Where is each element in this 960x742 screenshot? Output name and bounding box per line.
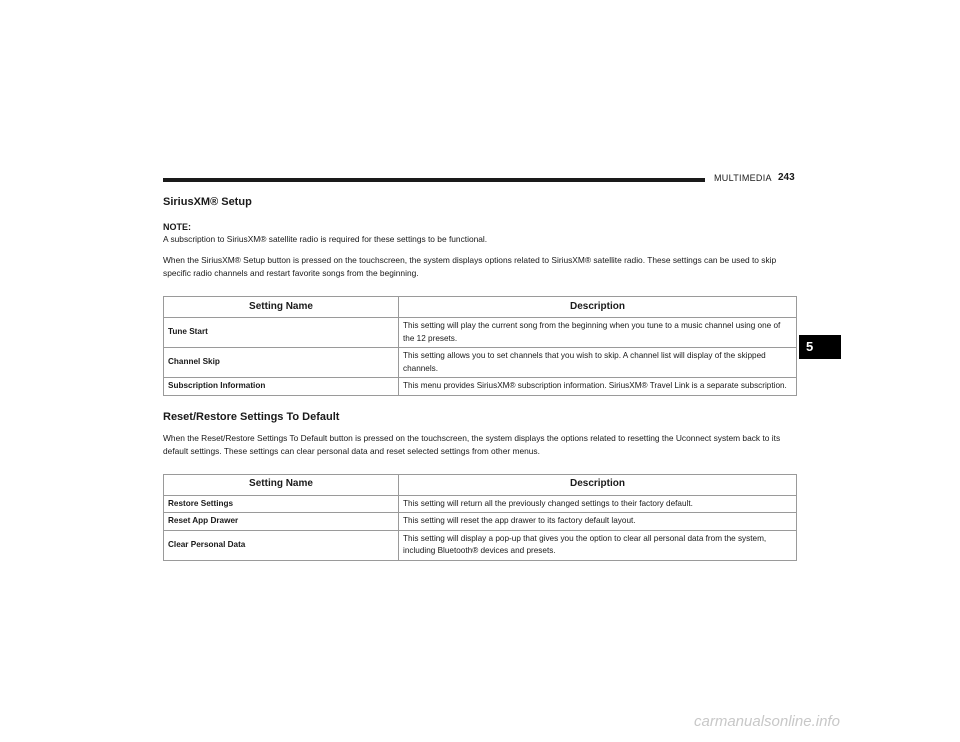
note-text: A subscription to SiriusXM® satellite radio is required for these settings to be functional. (163, 234, 488, 244)
setting-name: Restore Settings (164, 495, 399, 513)
setting-description: This setting will display a pop-up that gives you the option to clear all personal data from the system, including Bluetooth® devices and presets. (399, 530, 797, 560)
table-row (164, 513, 797, 531)
table-row (164, 318, 797, 348)
page-content (163, 195, 797, 561)
setting-description: This setting allows you to set channels that you wish to skip. A channel list will display of the skipped channels. (399, 348, 797, 378)
table-row (164, 530, 797, 560)
header-rule (163, 178, 705, 182)
setting-name: Subscription Information (164, 378, 399, 396)
setting-name: Reset App Drawer (164, 513, 399, 531)
reset-restore-intro: When the Reset/Restore Settings To Default button is pressed on the touchscreen, the system displays the options related to resetting the Uconnect system back to its default settings. These settings can clear personal data and reset selected settings from other menus. (163, 432, 781, 456)
running-header-section: MULTIMEDIA (714, 173, 772, 183)
table-header-row (164, 474, 797, 495)
setting-name: Tune Start (164, 318, 399, 348)
section-title-reset-restore: Reset/Restore Settings To Default (163, 410, 340, 423)
table-row (164, 378, 797, 396)
setting-name: Channel Skip (164, 348, 399, 378)
section-title-siriusxm: SiriusXM® Setup (163, 196, 252, 208)
column-header-setting-name: Setting Name (164, 474, 399, 495)
table-row (164, 348, 797, 378)
note-label: NOTE: (163, 222, 191, 232)
reset-settings-table (163, 474, 797, 561)
column-header-description: Description (399, 474, 797, 495)
column-header-description: Description (399, 297, 797, 318)
setting-description: This setting will play the current song from the beginning when you tune to a music channel using one of the 12 presets. (399, 318, 797, 348)
siriusxm-intro: When the SiriusXM® Setup button is pressed on the touchscreen, the system displays options related to SiriusXM® satellite radio. These settings can be used to skip specific radio channels and restart favorite songs from the beginning. (163, 255, 777, 278)
setting-description: This setting will return all the previously changed settings to their factory default. (399, 495, 797, 513)
siriusxm-settings-table (163, 296, 797, 396)
watermark: carmanualsonline.info (694, 713, 840, 730)
page-number: 243 (778, 172, 795, 183)
setting-description: This menu provides SiriusXM® subscription information. SiriusXM® Travel Link is a separate subscription. (399, 378, 797, 396)
table-header-row (164, 297, 797, 318)
setting-name: Clear Personal Data (164, 530, 399, 560)
chapter-tab: 5 (799, 335, 841, 359)
setting-description: This setting will reset the app drawer to its factory default layout. (399, 513, 797, 531)
column-header-setting-name: Setting Name (164, 297, 399, 318)
table-row (164, 495, 797, 513)
